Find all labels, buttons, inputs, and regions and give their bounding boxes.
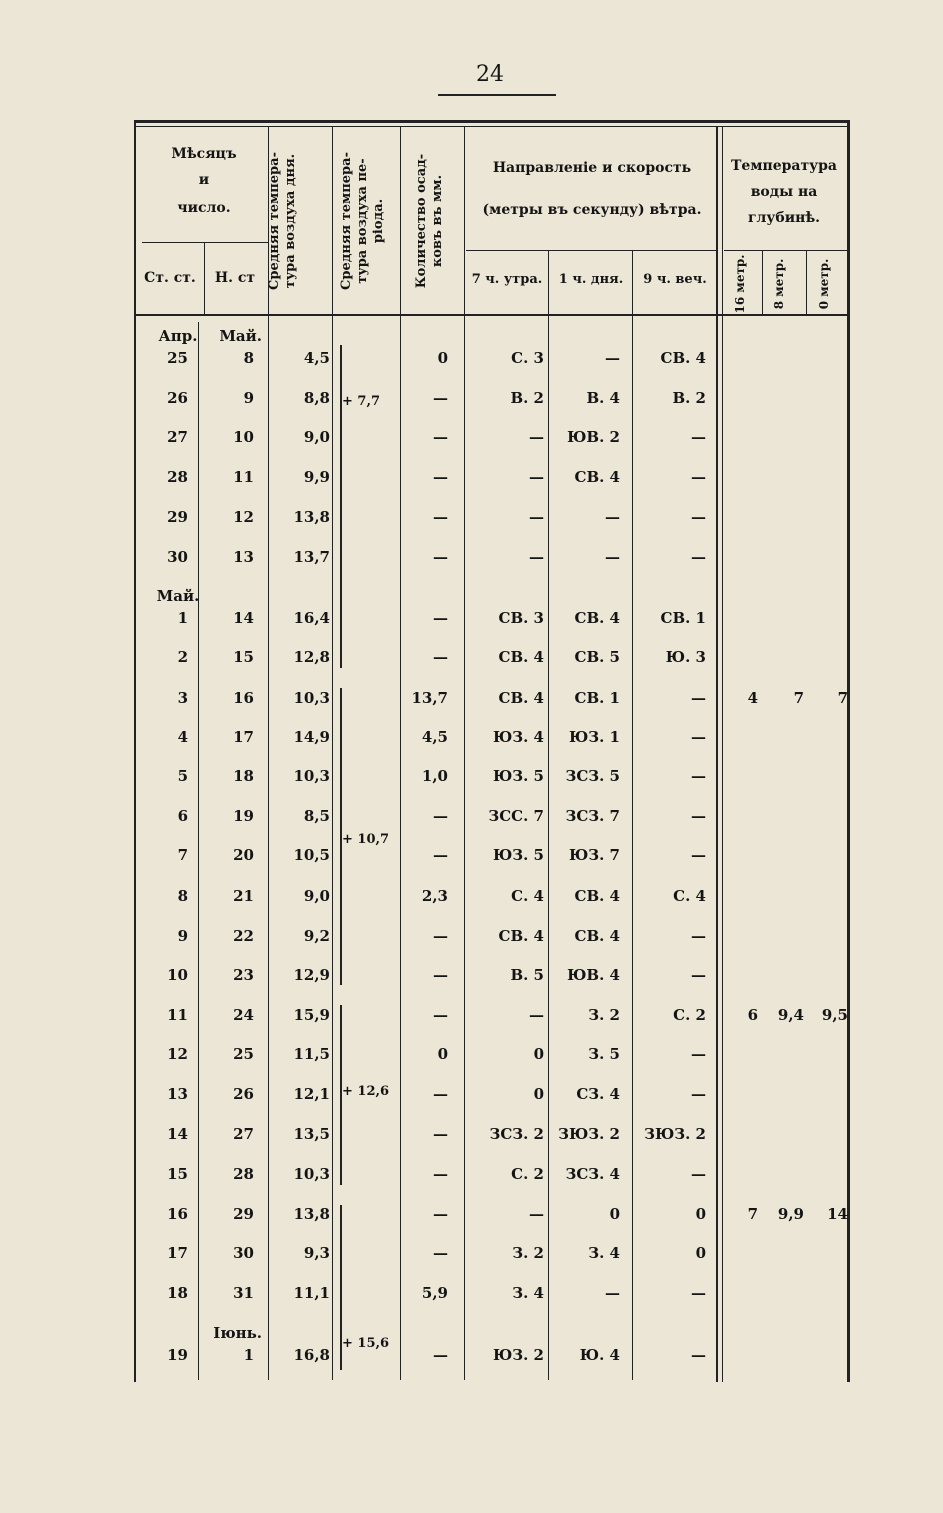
old-style-day: 30 (167, 548, 188, 566)
water-temp-8m: 9,9 (777, 1205, 804, 1223)
wind-morning: З. 2 (512, 1244, 544, 1262)
wind-evening: ЗЮЗ. 2 (644, 1125, 706, 1143)
wind-evening: — (691, 846, 706, 864)
new-style-day: 8 (243, 349, 254, 367)
wind-evening: С. 4 (673, 887, 706, 905)
new-style-day: 9 (243, 389, 254, 407)
wind-morning: ЮЗ. 2 (492, 1346, 544, 1364)
header-avg-day-temp: Средняя темпера- тура воздуха дня. (267, 152, 298, 290)
wind-morning: — (529, 508, 544, 526)
old-style-day: 13 (167, 1085, 188, 1103)
wind-evening: — (691, 767, 706, 785)
old-style-day: 6 (177, 807, 188, 825)
wind-morning: — (529, 468, 544, 486)
wind-evening: — (691, 468, 706, 486)
wind-evening: — (691, 508, 706, 526)
wind-morning: В. 5 (510, 966, 544, 984)
precipitation: — (433, 1165, 448, 1183)
precipitation: 0 (437, 1045, 448, 1063)
wind-evening: — (691, 428, 706, 446)
avg-day-temp: 10,3 (293, 767, 330, 785)
wind-day: СВ. 4 (574, 468, 620, 486)
wind-morning: — (529, 1205, 544, 1223)
header-wind-day: 1 ч. дня. (558, 272, 624, 287)
new-style-day: 11 (233, 468, 254, 486)
avg-day-temp: 11,5 (293, 1045, 330, 1063)
avg-day-temp: 8,8 (303, 389, 330, 407)
wind-evening: — (691, 1165, 706, 1183)
column-rule (268, 126, 269, 1380)
avg-day-temp: 16,8 (293, 1346, 330, 1364)
old-style-day: 12 (167, 1045, 188, 1063)
new-style-day: 31 (233, 1284, 254, 1302)
precipitation: — (433, 428, 448, 446)
header-wind-evening: 9 ч. веч. (643, 272, 707, 287)
wind-day: ЮЗ. 7 (568, 846, 620, 864)
wind-morning: СВ. 3 (498, 609, 544, 627)
column-rule (204, 242, 205, 314)
precipitation: — (433, 468, 448, 486)
wind-day: ЮВ. 2 (567, 428, 620, 446)
wind-morning: С. 4 (511, 887, 544, 905)
column-rule (716, 126, 718, 1382)
new-style-day: 19 (233, 807, 254, 825)
old-style-day: 8 (177, 887, 188, 905)
avg-day-temp: 9,0 (303, 887, 330, 905)
new-style-day: 29 (233, 1205, 254, 1223)
wind-day: ЗСЗ. 5 (565, 767, 620, 785)
old-style-day: 27 (167, 428, 188, 446)
old-style-day: 26 (167, 389, 188, 407)
wind-day: З. 5 (588, 1045, 620, 1063)
precipitation: — (433, 508, 448, 526)
precipitation: — (433, 846, 448, 864)
old-style-day: 28 (167, 468, 188, 486)
precipitation: — (433, 389, 448, 407)
avg-day-temp: 13,8 (293, 1205, 330, 1223)
wind-day: СВ. 5 (574, 648, 620, 666)
new-style-day: 13 (233, 548, 254, 566)
new-style-day: 21 (233, 887, 254, 905)
header-month-line2: и (198, 172, 210, 188)
wind-day: — (605, 508, 620, 526)
header-depth-0: 0 метр. (817, 258, 831, 310)
wind-day: СВ. 4 (574, 927, 620, 945)
precipitation: — (433, 1346, 448, 1364)
avg-day-temp: 10,5 (293, 846, 330, 864)
old-style-day: 18 (167, 1284, 188, 1302)
wind-day: З. 4 (588, 1244, 620, 1262)
header-water-line2: воды на (750, 184, 818, 200)
wind-day: — (605, 548, 620, 566)
precipitation: — (433, 927, 448, 945)
new-style-day: 12 (233, 508, 254, 526)
wind-day: — (605, 349, 620, 367)
wind-evening: — (691, 1045, 706, 1063)
water-temp-8m: 7 (793, 689, 804, 707)
wind-evening: — (691, 1085, 706, 1103)
water-temp-16m: 7 (747, 1205, 758, 1223)
precipitation: — (433, 1205, 448, 1223)
old-style-day: 11 (167, 1006, 188, 1024)
avg-day-temp: 13,8 (293, 508, 330, 526)
wind-day: 0 (609, 1205, 620, 1223)
avg-day-temp: 9,9 (303, 468, 330, 486)
old-style-day: 3 (177, 689, 188, 707)
wind-morning: ЮЗ. 4 (492, 728, 544, 746)
wind-day: ЮЗ. 1 (568, 728, 620, 746)
old-style-month: Май. (156, 587, 200, 605)
period-average-temp: + 10,7 (342, 832, 390, 847)
water-temp-16m: 6 (747, 1006, 758, 1024)
wind-evening: — (691, 1346, 706, 1364)
wind-morning: — (529, 548, 544, 566)
old-style-day: 7 (177, 846, 188, 864)
header-depth-16: 16 метр. (733, 254, 747, 314)
avg-day-temp: 9,0 (303, 428, 330, 446)
wind-day: СВ. 1 (574, 689, 620, 707)
new-style-day: 14 (233, 609, 254, 627)
wind-morning: — (529, 1006, 544, 1024)
new-style-month: Май. (219, 327, 262, 345)
wind-morning: ЗСЗ. 2 (489, 1125, 544, 1143)
water-temp-0m: 9,5 (821, 1006, 848, 1024)
old-style-day: 25 (167, 349, 188, 367)
avg-day-temp: 13,5 (293, 1125, 330, 1143)
precipitation: 5,9 (421, 1284, 448, 1302)
avg-day-temp: 10,3 (293, 689, 330, 707)
new-style-day: 20 (233, 846, 254, 864)
column-rule (464, 126, 465, 1380)
old-style-day: 5 (177, 767, 188, 785)
new-style-day: 17 (233, 728, 254, 746)
wind-evening: — (691, 807, 706, 825)
wind-morning: ЮЗ. 5 (492, 767, 544, 785)
row-rule (724, 250, 850, 251)
precipitation: — (433, 648, 448, 666)
wind-day: В. 4 (586, 389, 620, 407)
precipitation: 2,3 (421, 887, 448, 905)
wind-evening: — (691, 1284, 706, 1302)
old-style-day: 17 (167, 1244, 188, 1262)
wind-morning: 0 (533, 1045, 544, 1063)
precipitation: — (433, 548, 448, 566)
wind-evening: — (691, 728, 706, 746)
new-style-day: 1 (243, 1346, 254, 1364)
column-rule (806, 250, 807, 314)
old-style-day: 9 (177, 927, 188, 945)
avg-day-temp: 15,9 (293, 1006, 330, 1024)
wind-evening: 0 (695, 1205, 706, 1223)
new-style-day: 15 (233, 648, 254, 666)
avg-day-temp: 16,4 (293, 609, 330, 627)
column-rule (722, 126, 723, 1382)
avg-day-temp: 13,7 (293, 548, 330, 566)
water-temp-8m: 9,4 (777, 1006, 804, 1024)
wind-morning: СВ. 4 (498, 689, 544, 707)
new-style-month: Іюнь. (213, 1324, 262, 1342)
row-rule (142, 242, 268, 243)
avg-day-temp: 12,1 (293, 1085, 330, 1103)
period-average-temp: + 15,6 (342, 1336, 390, 1351)
wind-morning: С. 3 (511, 349, 544, 367)
new-style-day: 24 (233, 1006, 254, 1024)
old-style-day: 15 (167, 1165, 188, 1183)
new-style-day: 25 (233, 1045, 254, 1063)
wind-evening: С. 2 (673, 1006, 706, 1024)
wind-evening: — (691, 927, 706, 945)
wind-day: — (605, 1284, 620, 1302)
wind-morning: 0 (533, 1085, 544, 1103)
precipitation: 4,5 (421, 728, 448, 746)
header-depth-8: 8 метр. (772, 258, 786, 310)
avg-day-temp: 9,3 (303, 1244, 330, 1262)
old-style-day: 14 (167, 1125, 188, 1143)
precipitation: — (433, 609, 448, 627)
precipitation: — (433, 1125, 448, 1143)
wind-day: ЮВ. 4 (567, 966, 620, 984)
wind-evening: — (691, 966, 706, 984)
header-water-line3: глубинѣ. (747, 210, 821, 226)
new-style-day: 28 (233, 1165, 254, 1183)
precipitation: 0 (437, 349, 448, 367)
old-style-day: 16 (167, 1205, 188, 1223)
old-style-day: 1 (177, 609, 188, 627)
water-temp-0m: 14 (827, 1205, 848, 1223)
wind-day: З. 2 (588, 1006, 620, 1024)
wind-evening: Ю. 3 (665, 648, 706, 666)
new-style-day: 27 (233, 1125, 254, 1143)
header-water-line1: Температура (731, 158, 837, 174)
header-wind-morning: 7 ч. утра. (471, 272, 543, 287)
new-style-day: 18 (233, 767, 254, 785)
wind-evening: СВ. 4 (660, 349, 706, 367)
wind-morning: В. 2 (510, 389, 544, 407)
wind-morning: СВ. 4 (498, 927, 544, 945)
header-month-line1: Мѣсяцъ (171, 146, 237, 162)
avg-day-temp: 8,5 (303, 807, 330, 825)
precipitation: — (433, 1244, 448, 1262)
old-style-day: 19 (167, 1346, 188, 1364)
wind-evening: В. 2 (672, 389, 706, 407)
page-number-rule (438, 94, 556, 96)
column-rule (762, 250, 763, 314)
avg-day-temp: 12,9 (293, 966, 330, 984)
header-precip: Количество осад- ковъ въ мм. (414, 153, 445, 289)
column-rule (332, 126, 333, 1380)
header-wind-line2: (метры въ секунду) вѣтра. (482, 202, 702, 218)
header-new-style: Н. ст (214, 270, 256, 286)
precipitation: — (433, 807, 448, 825)
new-style-day: 23 (233, 966, 254, 984)
row-rule (466, 250, 718, 251)
row-rule (134, 126, 850, 127)
new-style-day: 16 (233, 689, 254, 707)
old-style-day: 4 (177, 728, 188, 746)
header-old-style: Ст. ст. (144, 270, 196, 286)
wind-evening: СВ. 1 (660, 609, 706, 627)
avg-day-temp: 9,2 (303, 927, 330, 945)
avg-day-temp: 14,9 (293, 728, 330, 746)
period-average-temp: + 12,6 (342, 1084, 390, 1099)
wind-morning: ЮЗ. 5 (492, 846, 544, 864)
wind-morning: ЗСС. 7 (488, 807, 544, 825)
new-style-day: 10 (233, 428, 254, 446)
wind-day: СВ. 4 (574, 887, 620, 905)
precipitation: 13,7 (411, 689, 448, 707)
wind-day: СЗ. 4 (576, 1085, 620, 1103)
header-avg-period-temp: Средняя темпера- тура воздуха пе- ріода. (339, 152, 386, 290)
avg-day-temp: 11,1 (293, 1284, 330, 1302)
wind-day: ЗЮЗ. 2 (558, 1125, 620, 1143)
period-average-temp: + 7,7 (342, 394, 381, 409)
wind-day: Ю. 4 (579, 1346, 620, 1364)
new-style-day: 26 (233, 1085, 254, 1103)
old-style-day: 10 (167, 966, 188, 984)
wind-morning: С. 2 (511, 1165, 544, 1183)
new-style-day: 30 (233, 1244, 254, 1262)
old-style-day: 2 (177, 648, 188, 666)
water-temp-16m: 4 (747, 689, 758, 707)
wind-morning: СВ. 4 (498, 648, 544, 666)
header-wind-line1: Направленіе и скорость (492, 160, 692, 176)
header-month-line3: число. (177, 200, 231, 216)
precipitation: — (433, 1006, 448, 1024)
new-style-day: 22 (233, 927, 254, 945)
precipitation: — (433, 1085, 448, 1103)
wind-morning: З. 4 (512, 1284, 544, 1302)
row-rule (134, 314, 850, 316)
wind-morning: — (529, 428, 544, 446)
wind-day: ЗСЗ. 7 (565, 807, 620, 825)
precipitation: — (433, 966, 448, 984)
avg-day-temp: 10,3 (293, 1165, 330, 1183)
wind-day: ЗСЗ. 4 (565, 1165, 620, 1183)
wind-evening: — (691, 689, 706, 707)
water-temp-0m: 7 (837, 689, 848, 707)
column-rule (400, 126, 401, 1380)
precipitation: 1,0 (421, 767, 448, 785)
avg-day-temp: 4,5 (303, 349, 330, 367)
wind-evening: — (691, 548, 706, 566)
wind-evening: 0 (695, 1244, 706, 1262)
old-style-day: 29 (167, 508, 188, 526)
page-number: 24 (476, 62, 504, 87)
wind-day: СВ. 4 (574, 609, 620, 627)
avg-day-temp: 12,8 (293, 648, 330, 666)
old-style-month: Апр. (158, 327, 198, 345)
